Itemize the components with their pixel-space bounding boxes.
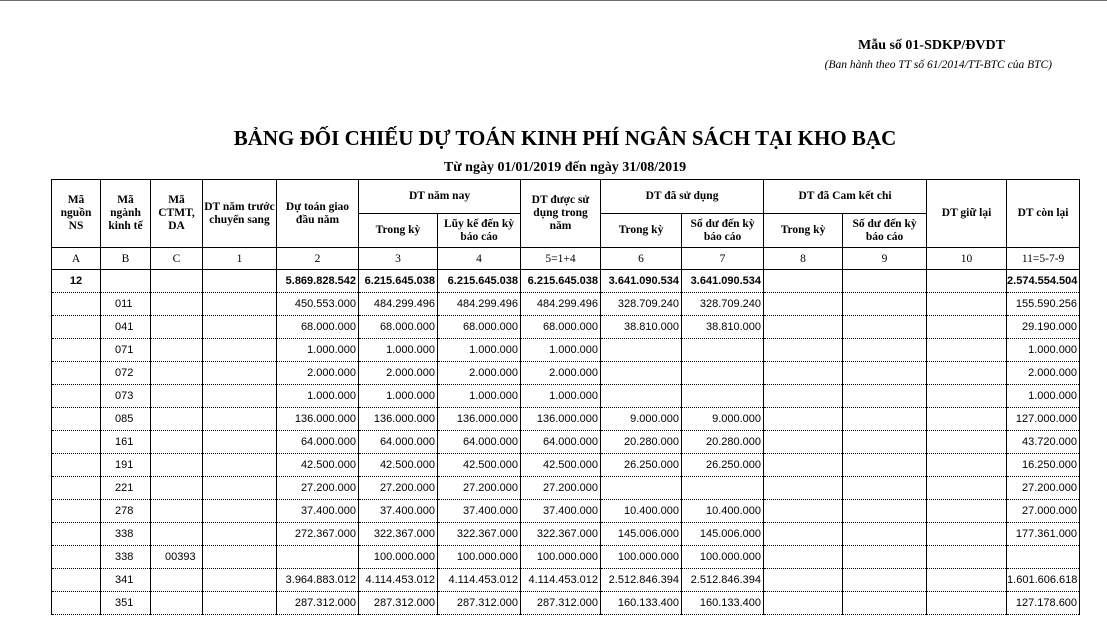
retained-cell — [927, 523, 1007, 546]
table-row — [52, 523, 1080, 546]
retained-cell — [927, 500, 1007, 523]
prior-year-cell — [203, 408, 277, 431]
col-group-dt-cam-ket: DT đã Cam kết chi — [764, 180, 927, 214]
index-cell: 5=1+4 — [521, 248, 601, 270]
usable-cell: 2.000.000 — [521, 362, 601, 385]
committed-period-cell — [764, 431, 843, 454]
source-code-cell — [52, 362, 101, 385]
committed-balance-cell — [843, 293, 927, 316]
committed-balance-cell — [843, 477, 927, 500]
remaining-cell: 27.000.000 — [1007, 500, 1080, 523]
index-cell: 3 — [359, 248, 438, 270]
program-code-cell — [151, 569, 203, 592]
col-dt-con-lai: DT còn lại — [1007, 180, 1080, 248]
retained-cell — [927, 385, 1007, 408]
committed-balance-cell — [843, 408, 927, 431]
program-code-cell — [151, 270, 203, 293]
retained-cell — [927, 477, 1007, 500]
retained-cell — [927, 431, 1007, 454]
program-code-cell — [151, 316, 203, 339]
usable-cell: 322.367.000 — [521, 523, 601, 546]
used-balance-cell: 10.400.000 — [682, 500, 764, 523]
initial-estimate-cell: 450.553.000 — [277, 293, 359, 316]
initial-estimate-cell: 68.000.000 — [277, 316, 359, 339]
retained-cell — [927, 339, 1007, 362]
initial-estimate-cell: 136.000.000 — [277, 408, 359, 431]
prior-year-cell — [203, 270, 277, 293]
used-balance-cell — [682, 477, 764, 500]
source-code-cell — [52, 316, 101, 339]
source-code-cell: 12 — [52, 270, 101, 293]
program-code-cell — [151, 477, 203, 500]
committed-balance-cell — [843, 431, 927, 454]
source-code-cell — [52, 500, 101, 523]
committed-balance-cell — [843, 592, 927, 615]
budget-reconciliation-table — [51, 179, 1080, 615]
remaining-cell: 2.000.000 — [1007, 362, 1080, 385]
prior-year-cell — [203, 477, 277, 500]
col-da-su-dung-trong-ky: Trong kỳ — [601, 214, 682, 248]
initial-estimate-cell: 1.000.000 — [277, 339, 359, 362]
usable-cell: 287.312.000 — [521, 592, 601, 615]
remaining-cell: 1.601.606.618 — [1007, 569, 1080, 592]
table-row — [52, 362, 1080, 385]
col-dt-duoc-su-dung: DT được sử dụng trong năm — [521, 180, 601, 248]
table-row — [52, 569, 1080, 592]
committed-period-cell — [764, 408, 843, 431]
used-balance-cell: 3.641.090.534 — [682, 270, 764, 293]
used-balance-cell: 100.000.000 — [682, 546, 764, 569]
accumulated-cell: 64.000.000 — [438, 431, 521, 454]
remaining-cell: 27.200.000 — [1007, 477, 1080, 500]
table-row — [52, 500, 1080, 523]
usable-cell: 136.000.000 — [521, 408, 601, 431]
used-period-cell: 38.810.000 — [601, 316, 682, 339]
usable-cell: 4.114.453.012 — [521, 569, 601, 592]
current-period-cell: 136.000.000 — [359, 408, 438, 431]
accumulated-cell: 4.114.453.012 — [438, 569, 521, 592]
usable-cell: 6.215.645.038 — [521, 270, 601, 293]
economic-code-cell: 338 — [101, 546, 151, 569]
committed-period-cell — [764, 569, 843, 592]
used-balance-cell — [682, 339, 764, 362]
top-border-line — [0, 0, 1107, 1]
index-cell: 7 — [682, 248, 764, 270]
index-cell: 4 — [438, 248, 521, 270]
current-period-cell: 42.500.000 — [359, 454, 438, 477]
used-balance-cell: 145.006.000 — [682, 523, 764, 546]
used-balance-cell — [682, 362, 764, 385]
program-code-cell — [151, 362, 203, 385]
index-cell: 8 — [764, 248, 843, 270]
prior-year-cell — [203, 316, 277, 339]
col-ma-ctmt: Mã CTMT, DA — [151, 180, 203, 248]
committed-period-cell — [764, 500, 843, 523]
current-period-cell: 100.000.000 — [359, 546, 438, 569]
table-row — [52, 477, 1080, 500]
current-period-cell: 37.400.000 — [359, 500, 438, 523]
committed-period-cell — [764, 339, 843, 362]
program-code-cell: 00393 — [151, 546, 203, 569]
committed-period-cell — [764, 362, 843, 385]
used-period-cell: 20.280.000 — [601, 431, 682, 454]
remaining-cell: 2.574.554.504 — [1007, 270, 1080, 293]
used-period-cell: 328.709.240 — [601, 293, 682, 316]
committed-balance-cell — [843, 500, 927, 523]
accumulated-cell: 42.500.000 — [438, 454, 521, 477]
accumulated-cell: 1.000.000 — [438, 339, 521, 362]
committed-balance-cell — [843, 523, 927, 546]
committed-balance-cell — [843, 546, 927, 569]
used-period-cell — [601, 339, 682, 362]
economic-code-cell: 011 — [101, 293, 151, 316]
program-code-cell — [151, 431, 203, 454]
committed-balance-cell — [843, 316, 927, 339]
program-code-cell — [151, 408, 203, 431]
initial-estimate-cell: 3.964.883.012 — [277, 569, 359, 592]
committed-period-cell — [764, 546, 843, 569]
accumulated-cell: 287.312.000 — [438, 592, 521, 615]
initial-estimate-cell: 42.500.000 — [277, 454, 359, 477]
prior-year-cell — [203, 569, 277, 592]
usable-cell: 100.000.000 — [521, 546, 601, 569]
program-code-cell — [151, 293, 203, 316]
committed-balance-cell — [843, 339, 927, 362]
accumulated-cell: 322.367.000 — [438, 523, 521, 546]
prior-year-cell — [203, 385, 277, 408]
col-ma-nganh: Mã ngành kinh tế — [101, 180, 151, 248]
initial-estimate-cell: 37.400.000 — [277, 500, 359, 523]
remaining-cell: 1.000.000 — [1007, 339, 1080, 362]
current-period-cell: 322.367.000 — [359, 523, 438, 546]
current-period-cell: 6.215.645.038 — [359, 270, 438, 293]
economic-code-cell: 351 — [101, 592, 151, 615]
accumulated-cell: 68.000.000 — [438, 316, 521, 339]
source-code-cell — [52, 431, 101, 454]
economic-code-cell: 278 — [101, 500, 151, 523]
usable-cell: 1.000.000 — [521, 339, 601, 362]
table-row — [52, 408, 1080, 431]
usable-cell: 68.000.000 — [521, 316, 601, 339]
used-balance-cell: 9.000.000 — [682, 408, 764, 431]
prior-year-cell — [203, 546, 277, 569]
retained-cell — [927, 362, 1007, 385]
remaining-cell: 177.361.000 — [1007, 523, 1080, 546]
index-cell: 1 — [203, 248, 277, 270]
total-row — [52, 270, 1080, 293]
table-row — [52, 293, 1080, 316]
committed-balance-cell — [843, 362, 927, 385]
committed-period-cell — [764, 385, 843, 408]
used-balance-cell — [682, 385, 764, 408]
accumulated-cell: 100.000.000 — [438, 546, 521, 569]
used-period-cell — [601, 477, 682, 500]
economic-code-cell: 073 — [101, 385, 151, 408]
table-row — [52, 592, 1080, 615]
usable-cell: 64.000.000 — [521, 431, 601, 454]
source-code-cell — [52, 477, 101, 500]
source-code-cell — [52, 546, 101, 569]
current-period-cell: 4.114.453.012 — [359, 569, 438, 592]
program-code-cell — [151, 592, 203, 615]
index-cell: 11=5-7-9 — [1007, 248, 1080, 270]
accumulated-cell: 1.000.000 — [438, 385, 521, 408]
initial-estimate-cell: 5.869.828.542 — [277, 270, 359, 293]
table-row — [52, 546, 1080, 569]
economic-code-cell: 161 — [101, 431, 151, 454]
accumulated-cell: 27.200.000 — [438, 477, 521, 500]
accumulated-cell: 6.215.645.038 — [438, 270, 521, 293]
usable-cell: 484.299.496 — [521, 293, 601, 316]
accumulated-cell: 136.000.000 — [438, 408, 521, 431]
initial-estimate-cell: 2.000.000 — [277, 362, 359, 385]
retained-cell — [927, 270, 1007, 293]
current-period-cell: 68.000.000 — [359, 316, 438, 339]
committed-period-cell — [764, 316, 843, 339]
source-code-cell — [52, 454, 101, 477]
used-balance-cell: 38.810.000 — [682, 316, 764, 339]
accumulated-cell: 2.000.000 — [438, 362, 521, 385]
remaining-cell: 43.720.000 — [1007, 431, 1080, 454]
used-balance-cell: 2.512.846.394 — [682, 569, 764, 592]
usable-cell: 1.000.000 — [521, 385, 601, 408]
index-cell: A — [52, 248, 101, 270]
used-period-cell — [601, 385, 682, 408]
economic-code-cell: 191 — [101, 454, 151, 477]
economic-code-cell: 071 — [101, 339, 151, 362]
initial-estimate-cell: 1.000.000 — [277, 385, 359, 408]
used-period-cell: 100.000.000 — [601, 546, 682, 569]
accumulated-cell: 37.400.000 — [438, 500, 521, 523]
col-cam-ket-trong-ky: Trong kỳ — [764, 214, 843, 248]
table-row — [52, 431, 1080, 454]
source-code-cell — [52, 523, 101, 546]
source-code-cell — [52, 569, 101, 592]
remaining-cell: 29.190.000 — [1007, 316, 1080, 339]
used-balance-cell: 160.133.400 — [682, 592, 764, 615]
source-code-cell — [52, 592, 101, 615]
economic-code-cell: 085 — [101, 408, 151, 431]
retained-cell — [927, 408, 1007, 431]
index-cell: 9 — [843, 248, 927, 270]
source-code-cell — [52, 339, 101, 362]
remaining-cell: 127.178.600 — [1007, 592, 1080, 615]
current-period-cell: 484.299.496 — [359, 293, 438, 316]
committed-balance-cell — [843, 385, 927, 408]
table-body — [52, 270, 1080, 615]
remaining-cell: 127.000.000 — [1007, 408, 1080, 431]
committed-period-cell — [764, 592, 843, 615]
used-period-cell: 3.641.090.534 — [601, 270, 682, 293]
used-period-cell: 2.512.846.394 — [601, 569, 682, 592]
economic-code-cell — [101, 270, 151, 293]
used-balance-cell: 20.280.000 — [682, 431, 764, 454]
col-group-dt-nam-nay: DT năm nay — [359, 180, 521, 214]
report-period: Từ ngày 01/01/2019 đến ngày 31/08/2019 — [443, 160, 687, 175]
col-ma-nguon: Mã nguồn NS — [52, 180, 101, 248]
retained-cell — [927, 546, 1007, 569]
program-code-cell — [151, 523, 203, 546]
prior-year-cell — [203, 362, 277, 385]
program-code-cell — [151, 385, 203, 408]
committed-period-cell — [764, 293, 843, 316]
col-cam-ket-so-du: Số dư đến kỳ báo cáo — [843, 214, 927, 248]
retained-cell — [927, 592, 1007, 615]
initial-estimate-cell: 272.367.000 — [277, 523, 359, 546]
used-period-cell: 10.400.000 — [601, 500, 682, 523]
index-cell: C — [151, 248, 203, 270]
col-nam-nay-trong-ky: Trong kỳ — [359, 214, 438, 248]
program-code-cell — [151, 500, 203, 523]
program-code-cell — [151, 454, 203, 477]
retained-cell — [927, 454, 1007, 477]
used-balance-cell: 328.709.240 — [682, 293, 764, 316]
form-number: Mẫu số 01-SDKP/ĐVDT — [857, 38, 1005, 53]
retained-cell — [927, 316, 1007, 339]
col-da-su-dung-so-du: Số dư đến kỳ báo cáo — [682, 214, 764, 248]
source-code-cell — [52, 293, 101, 316]
committed-balance-cell — [843, 569, 927, 592]
remaining-cell — [1007, 546, 1080, 569]
usable-cell: 37.400.000 — [521, 500, 601, 523]
initial-estimate-cell: 287.312.000 — [277, 592, 359, 615]
economic-code-cell: 041 — [101, 316, 151, 339]
prior-year-cell — [203, 523, 277, 546]
source-code-cell — [52, 385, 101, 408]
current-period-cell: 27.200.000 — [359, 477, 438, 500]
committed-period-cell — [764, 477, 843, 500]
prior-year-cell — [203, 431, 277, 454]
col-group-dt-da-su-dung: DT đã sử dụng — [601, 180, 764, 214]
column-index-row — [52, 248, 1080, 270]
committed-period-cell — [764, 454, 843, 477]
remaining-cell: 155.590.256 — [1007, 293, 1080, 316]
col-nam-nay-luy-ke: Lũy kế đến kỳ báo cáo — [438, 214, 521, 248]
table-row — [52, 385, 1080, 408]
initial-estimate-cell: 27.200.000 — [277, 477, 359, 500]
initial-estimate-cell — [277, 546, 359, 569]
used-balance-cell: 26.250.000 — [682, 454, 764, 477]
col-dt-nam-truoc: DT năm trước chuyển sang — [203, 180, 277, 248]
used-period-cell: 26.250.000 — [601, 454, 682, 477]
current-period-cell: 64.000.000 — [359, 431, 438, 454]
header-row-1 — [52, 180, 1080, 214]
prior-year-cell — [203, 500, 277, 523]
prior-year-cell — [203, 339, 277, 362]
index-cell: 10 — [927, 248, 1007, 270]
usable-cell: 42.500.000 — [521, 454, 601, 477]
used-period-cell: 160.133.400 — [601, 592, 682, 615]
col-dt-giu-lai: DT giữ lại — [927, 180, 1007, 248]
table-row — [52, 316, 1080, 339]
report-title: BẢNG ĐỐI CHIẾU DỰ TOÁN KINH PHÍ NGÂN SÁCH TẠI KHO BẠC — [233, 126, 897, 150]
table-row — [52, 454, 1080, 477]
retained-cell — [927, 293, 1007, 316]
accumulated-cell: 484.299.496 — [438, 293, 521, 316]
prior-year-cell — [203, 592, 277, 615]
economic-code-cell: 341 — [101, 569, 151, 592]
col-du-toan-dau-nam: Dự toán giao đầu năm — [277, 180, 359, 248]
initial-estimate-cell: 64.000.000 — [277, 431, 359, 454]
usable-cell: 27.200.000 — [521, 477, 601, 500]
prior-year-cell — [203, 454, 277, 477]
index-cell: 6 — [601, 248, 682, 270]
index-cell: 2 — [277, 248, 359, 270]
economic-code-cell: 072 — [101, 362, 151, 385]
current-period-cell: 1.000.000 — [359, 339, 438, 362]
remaining-cell: 1.000.000 — [1007, 385, 1080, 408]
used-period-cell: 145.006.000 — [601, 523, 682, 546]
current-period-cell: 1.000.000 — [359, 385, 438, 408]
index-cell: B — [101, 248, 151, 270]
prior-year-cell — [203, 293, 277, 316]
current-period-cell: 287.312.000 — [359, 592, 438, 615]
issued-by-note: (Ban hành theo TT số 61/2014/TT-BTC của BTC) — [824, 59, 1052, 71]
used-period-cell — [601, 362, 682, 385]
economic-code-cell: 221 — [101, 477, 151, 500]
used-period-cell: 9.000.000 — [601, 408, 682, 431]
committed-balance-cell — [843, 454, 927, 477]
table-row — [52, 339, 1080, 362]
source-code-cell — [52, 408, 101, 431]
committed-period-cell — [764, 270, 843, 293]
program-code-cell — [151, 339, 203, 362]
committed-period-cell — [764, 523, 843, 546]
retained-cell — [927, 569, 1007, 592]
current-period-cell: 2.000.000 — [359, 362, 438, 385]
remaining-cell: 16.250.000 — [1007, 454, 1080, 477]
committed-balance-cell — [843, 270, 927, 293]
economic-code-cell: 338 — [101, 523, 151, 546]
